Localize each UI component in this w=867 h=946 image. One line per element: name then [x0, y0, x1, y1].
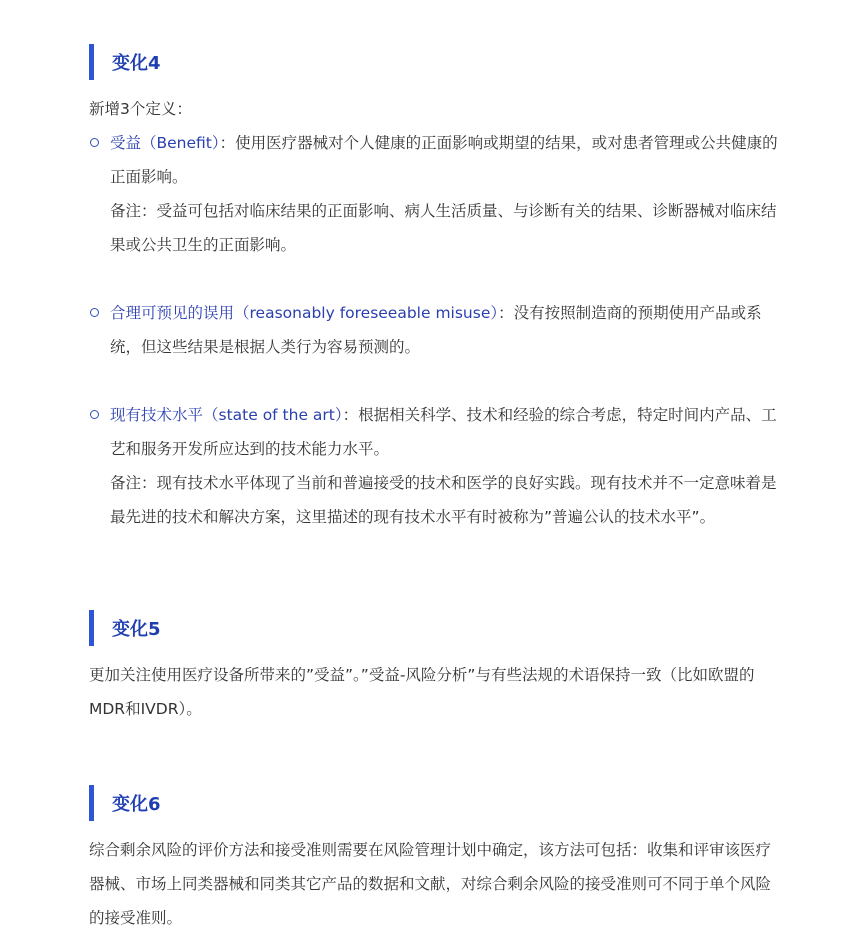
definition-body: ：使用医疗器械对个人健康的正面影响或期望的结果，或对患者管理或公共健康的正面影响。: [110, 134, 778, 186]
section-heading-change-5: [89, 610, 161, 646]
section-heading-text: 变化6: [112, 794, 161, 815]
definition-note: 备注：现有技术水平体现了当前和普遍接受的技术和医学的良好实践。现有技术并不一定意味着是最先进的技术和解决方案，这里描述的现有技术水平有时被称为”普遍公认的技术水平”。: [110, 474, 777, 526]
list-item-foreseeable-misuse: [89, 296, 779, 364]
hollow-circle-bullet-icon: [90, 138, 99, 147]
hollow-circle-bullet-icon: [90, 308, 99, 317]
definition-term: 现有技术水平（state of the art）: [110, 406, 343, 424]
definition-text: [110, 296, 779, 364]
list-item-benefit: [89, 126, 779, 262]
definition-term: 受益（Benefit）: [110, 134, 220, 152]
list-item-state-of-the-art: [89, 398, 779, 534]
section-heading-change-6: [89, 785, 161, 821]
section-body-change-6: 综合剩余风险的评价方法和接受准则需要在风险管理计划中确定，该方法可包括：收集和评审该医疗器械、市场上同类器械和同类其它产品的数据和文献，对综合剩余风险的接受准则可不同于单个风险的接受准则。: [89, 841, 772, 927]
section-heading-change-4: [89, 44, 161, 80]
definition-body: ：没有按照制造商的预期使用产品或系统，但这些结果是根据人类行为容易预测的。: [110, 304, 762, 356]
definition-text: [110, 398, 779, 466]
section-heading-text: 变化5: [112, 619, 161, 640]
definitions-intro: 新增3个定义：: [89, 100, 192, 118]
definition-note: 备注：受益可包括对临床结果的正面影响、病人生活质量、与诊断有关的结果、诊断器械对临床结果或公共卫生的正面影响。: [110, 202, 777, 254]
section-heading-text: 变化4: [112, 53, 161, 74]
hollow-circle-bullet-icon: [90, 410, 99, 419]
definition-body: ：根据相关科学、技术和经验的综合考虑，特定时间内产品、工艺和服务开发所应达到的技术能力水平。: [110, 406, 777, 458]
definition-term: 合理可预见的误用（reasonably foreseeable misuse）: [110, 304, 499, 322]
section-body-change-5: 更加关注使用医疗设备所带来的”受益”。”受益-风险分析”与有些法规的术语保持一致（比如欧盟的MDR和IVDR）。: [89, 666, 755, 718]
definition-text: [110, 126, 779, 194]
